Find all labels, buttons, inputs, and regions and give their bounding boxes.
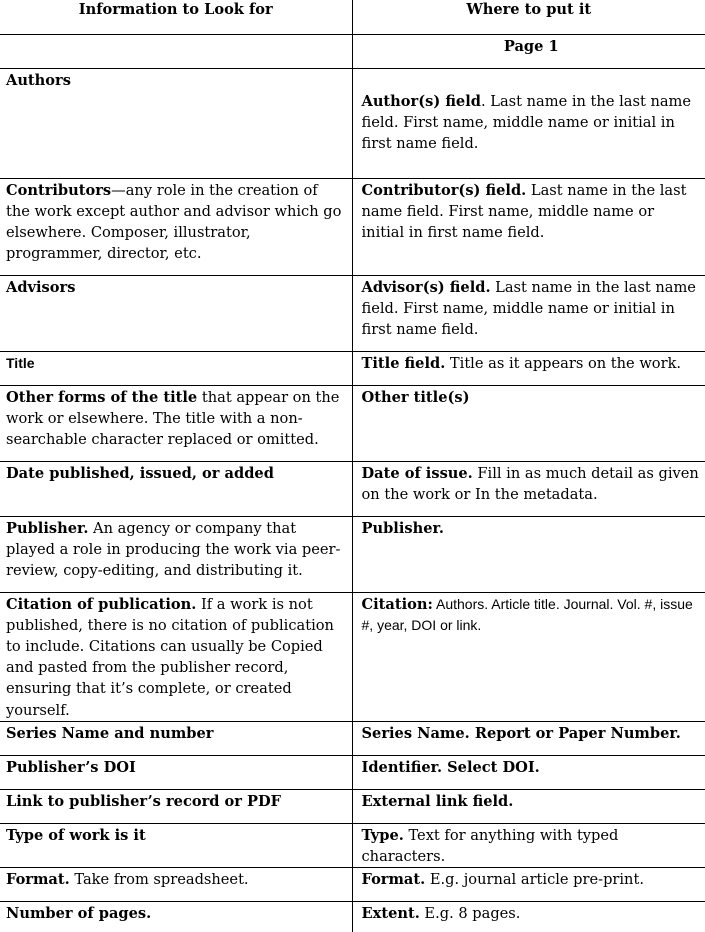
- row-info-bold: Number of pages.: [6, 905, 152, 923]
- row-info-cell: [0, 385, 352, 461]
- table-row: [0, 823, 705, 867]
- row-info-text: —any role in the creation of the work except author and advisor which go elsewhere. Composer, illustrator, programmer, director, etc.: [6, 181, 342, 263]
- table-row: [0, 275, 705, 351]
- row-info-cell: [0, 461, 352, 516]
- row-where-text: E.g. 8 pages.: [419, 905, 521, 923]
- row-info-cell: [0, 592, 352, 721]
- row-info-text: Take from spreadsheet.: [69, 871, 249, 889]
- row-where-text: Last name in the last name field. First name, middle name or initial in first name field.: [361, 181, 687, 241]
- row-where-bold: Identifier. Select DOI.: [361, 758, 540, 776]
- row-info-text: An agency or company that played a role in producing the work via peer-review, copy-editing, and distributing it.: [6, 519, 341, 579]
- header-where-to-put-it: Where to put it: [352, 0, 705, 34]
- table-row: [0, 178, 705, 275]
- row-where-cell: [352, 721, 705, 755]
- row-where-bold: Type.: [361, 826, 404, 844]
- row-where-cell: [352, 823, 705, 867]
- row-where-text: E.g. journal article pre-print.: [425, 871, 644, 889]
- row-info-bold: Link to publisher’s record or PDF: [6, 792, 282, 810]
- table-row: [0, 68, 705, 178]
- header-info-to-look-for: Information to Look for: [0, 0, 352, 34]
- row-info-text: If a work is not published, there is no citation of publication to include. Citations can usually be Copied and pasted from the publisher record, ensuring that it’s complete, or created yourself.: [6, 595, 334, 719]
- row-info-bold: Date published, issued, or added: [6, 464, 274, 482]
- row-info-cell: [0, 68, 352, 178]
- row-info-bold: Publisher’s DOI: [6, 758, 136, 776]
- row-where-bold: Advisor(s) field.: [361, 278, 491, 296]
- row-info-cell: [0, 721, 352, 755]
- table-row: [0, 755, 705, 789]
- row-info-bold: Authors: [6, 71, 71, 89]
- row-info-bold: Advisors: [6, 278, 76, 296]
- table-header-row: [0, 0, 705, 34]
- row-where-cell: [352, 868, 705, 902]
- table-row: [0, 902, 705, 932]
- row-info-bold: Title: [6, 354, 35, 371]
- table-row: [0, 385, 705, 461]
- page-label-empty-cell: [0, 34, 352, 68]
- row-info-bold: Citation of publication.: [6, 595, 197, 613]
- row-where-bold: Series Name. Report or Paper Number.: [361, 724, 681, 742]
- row-where-text: . Last name in the last name field. First name, middle name or initial in first name field.: [361, 92, 692, 152]
- row-info-cell: [0, 789, 352, 823]
- table-row: [0, 516, 705, 592]
- row-info-bold: Contributors: [6, 181, 112, 199]
- row-where-text: Authors. Article title. Journal. Vol. #, issue #, year, DOI or link.: [361, 595, 693, 633]
- row-info-cell: [0, 178, 352, 275]
- row-where-bold: Title field.: [361, 354, 446, 372]
- row-where-cell: [352, 902, 705, 932]
- row-where-bold: Format.: [361, 871, 426, 889]
- table-row: [0, 461, 705, 516]
- row-where-cell: [352, 516, 705, 592]
- row-where-cell: [352, 178, 705, 275]
- row-where-bold: Extent.: [361, 905, 420, 923]
- row-info-cell: [0, 902, 352, 932]
- row-where-text: Text for anything with typed characters.: [361, 826, 619, 865]
- row-where-cell: [352, 68, 705, 178]
- row-where-bold: Contributor(s) field.: [361, 181, 527, 199]
- row-where-cell: [352, 592, 705, 721]
- row-where-text: Fill in as much detail as given on the work or In the metadata.: [361, 464, 699, 503]
- row-where-bold: External link field.: [361, 792, 514, 810]
- row-where-bold: Other title(s): [361, 388, 470, 406]
- table-row: [0, 789, 705, 823]
- row-info-text: that appear on the work or elsewhere. The title with a non-searchable character replaced or omitted.: [6, 388, 340, 448]
- page-label-row: [0, 34, 705, 68]
- row-where-bold: Publisher.: [361, 519, 444, 537]
- row-info-cell: [0, 755, 352, 789]
- table-row: [0, 351, 705, 385]
- row-where-bold: Date of issue.: [361, 464, 473, 482]
- row-where-cell: [352, 385, 705, 461]
- row-where-text: Title as it appears on the work.: [445, 354, 682, 372]
- row-info-cell: [0, 516, 352, 592]
- table-row: [0, 868, 705, 902]
- row-info-bold: Type of work is it: [6, 826, 146, 844]
- row-where-cell: [352, 351, 705, 385]
- page-label: Page 1: [352, 34, 705, 68]
- row-info-cell: [0, 275, 352, 351]
- row-info-bold: Other forms of the title: [6, 388, 198, 406]
- row-where-text: Last name in the last name field. First name, middle name or initial in first name field.: [361, 278, 696, 338]
- row-where-cell: [352, 275, 705, 351]
- table-row: [0, 592, 705, 721]
- row-info-cell: [0, 351, 352, 385]
- row-info-cell: [0, 868, 352, 902]
- table-row: [0, 721, 705, 755]
- row-info-bold: Format.: [6, 871, 70, 889]
- row-where-cell: [352, 461, 705, 516]
- row-where-bold: Citation:: [361, 595, 433, 613]
- row-where-cell: [352, 789, 705, 823]
- row-info-bold: Series Name and number: [6, 724, 214, 742]
- row-info-bold: Publisher.: [6, 519, 89, 537]
- row-where-bold: Author(s) field: [361, 92, 481, 110]
- row-info-cell: [0, 823, 352, 867]
- row-where-cell: [352, 755, 705, 789]
